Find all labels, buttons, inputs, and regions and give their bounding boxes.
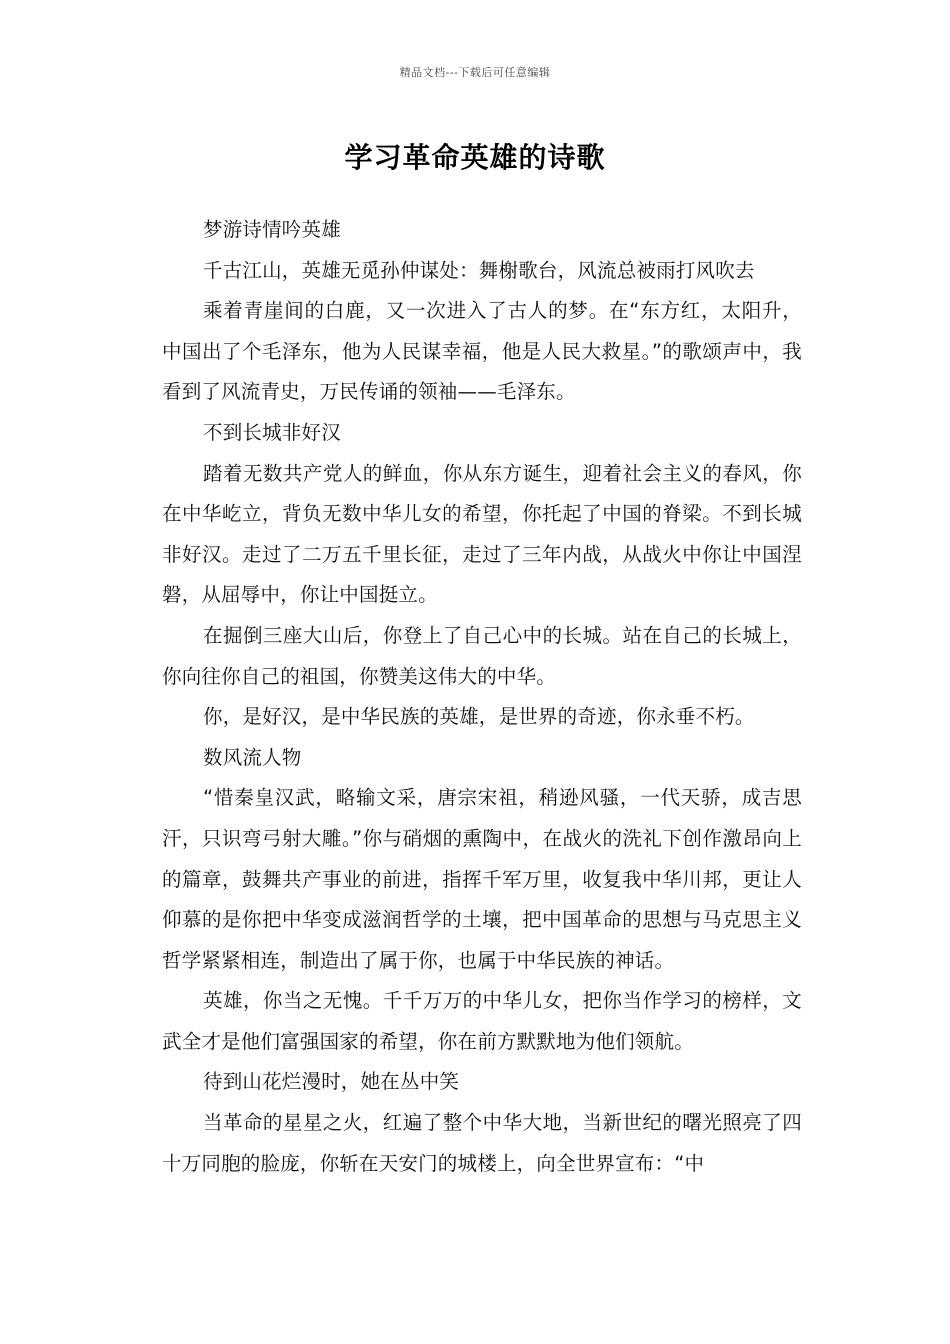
section-heading-4: 待到山花烂漫时，她在丛中笑: [203, 1070, 460, 1094]
paragraph-5: 你，是好汉，是中华民族的英雄，是世界的奇迹，你永垂不朽。: [203, 705, 755, 729]
paragraph-3: 踏着无数共产党人的鲜血，你从东方诞生，迎着社会主义的春风，你在中华屹立，背负无数中华儿女的希望，你托起了中国的脊梁。不到长城非好汉。走过了二万五千里长征，走过了三年内战，从战火中你让中国涅磐，从屈辱中，你让中国挺立。: [162, 461, 802, 607]
page-title: 学习革命英雄的诗歌: [344, 141, 606, 174]
paragraph-6: “惜秦皇汉武，略输文采，唐宗宋祖，稍逊风骚，一代天骄，成吉思汗，只识弯弓射大雕。”你与硝烟的熏陶中，在战火的洗礼下创作激昂向上的篇章，鼓舞共产事业的前进，指挥千军万里，收复我中华川邦，更让人仰慕的是你把中华变成滋润哲学的土壤，把中国革命的思想与马克思主义哲学紧紧相连，制造出了属于你，也属于中华民族的神话。: [162, 786, 802, 972]
paragraph-1: 千古江山，英雄无觅孙仲谋处：舞榭歌台，风流总被雨打风吹去: [203, 258, 755, 282]
header-note: 精品文档---下载后可任意编辑: [399, 66, 551, 79]
paragraph-8: 当革命的星星之火，红遍了整个中华大地，当新世纪的曙光照亮了四十万同胞的脸庞，你斩在天安门的城楼上，向全世界宣布：“中: [162, 1111, 802, 1175]
document-body: [162, 210, 802, 1184]
paragraph-4: 在掘倒三座大山后，你登上了自己心中的长城。站在自己的长城上，你向往你自己的祖国，你赞美这伟大的中华。: [162, 623, 802, 688]
section-heading-1: 梦游诗情吟英雄: [203, 218, 341, 241]
paragraph-7: 英雄，你当之无愧。千千万万的中华儿女，把你当作学习的榜样，文武全才是他们富强国家的希望，你在前方默默地为他们领航。: [162, 989, 802, 1053]
paragraph-2: 乘着青崖间的白鹿，又一次进入了古人的梦。在“东方红，太阳升，中国出了个毛泽东，他为人民谋幸福，他是人民大救星。”的歌颂声中，我看到了风流青史，万民传诵的领袖——毛泽东。: [162, 299, 802, 404]
section-heading-3: 数风流人物: [203, 745, 302, 769]
section-heading-2: 不到长城非好汉: [203, 420, 341, 444]
